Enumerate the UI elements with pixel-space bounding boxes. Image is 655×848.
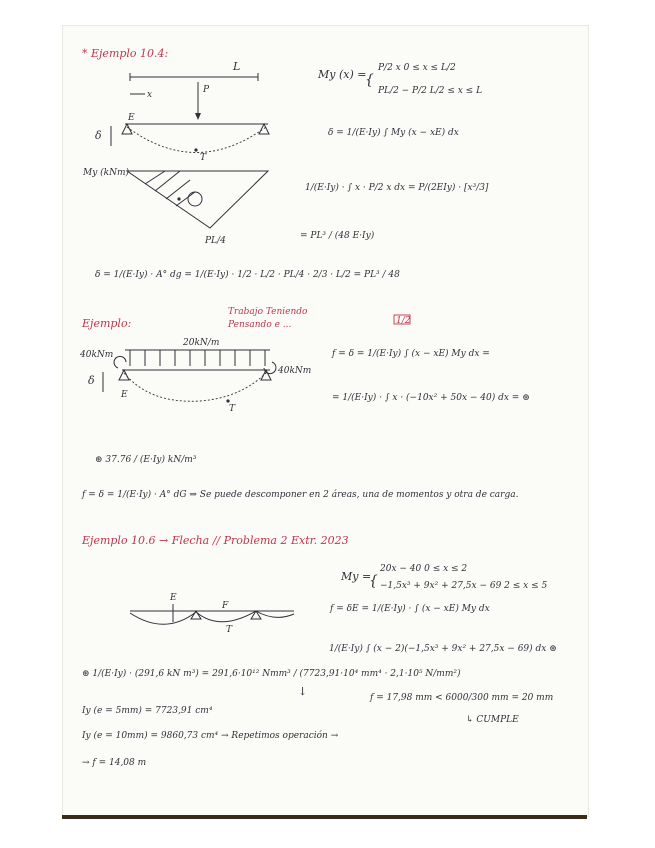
ex2-result: ⊛ 37.76 / (E·Iy) kN/m³ — [95, 455, 197, 465]
ex2-point-E-label: E — [121, 390, 128, 400]
ex3-point-T-label: T — [226, 625, 233, 635]
centroid-dot — [177, 197, 180, 200]
ex1-eq-area-method: δ = 1/(E·Iy) · A° dg = 1/(E·Iy) · 1/2 · L/2 · PL/4 · 2/3 · L/2 = PL³ / 48 — [95, 270, 400, 280]
My-axis-label: My (kNm) — [83, 168, 130, 178]
distributed-load-arrows — [130, 350, 265, 366]
point-load-arrowhead — [195, 113, 201, 120]
ex2-left-support — [119, 370, 129, 380]
ex2-point-T-marker — [226, 399, 229, 402]
ex2-point-T-label: T — [229, 404, 236, 414]
distributed-load-label: 20kN/m — [183, 338, 220, 348]
ex3-result-1: f = 17,98 mm < 6000/300 mm = 20 mm — [370, 693, 554, 703]
point-E-label: E — [128, 113, 135, 123]
point-load-label: P — [203, 85, 210, 95]
ex3-title: Ejemplo 10.6 → Flecha // Problema 2 Extr. 2023 — [82, 534, 349, 547]
ex2-eq-1: f = δ = 1/(E·Iy) ∫ (x − xE) My dx = — [332, 349, 490, 359]
ex2-title: Ejemplo: — [82, 317, 132, 330]
ex3-My-brace: { — [369, 573, 378, 589]
hatch-1 — [145, 171, 165, 184]
ex3-My-definition: My = — [341, 570, 372, 583]
point-T-marker — [194, 148, 197, 151]
ex3-point-F-label: F — [222, 601, 229, 611]
x-axis-label: x — [147, 90, 153, 100]
ex2-delta-symbol: δ — [88, 374, 95, 387]
My-case-2: PL/2 − P/2 L/2 ≤ x ≤ L — [378, 86, 483, 96]
My-definition: My (x) = — [318, 68, 367, 81]
note-line-2: Pensando e ... — [228, 320, 292, 330]
note-line-1: Trabajo Teniendo — [228, 307, 308, 317]
moment-diagram-triangle — [127, 171, 268, 228]
My-brace: { — [365, 72, 374, 88]
ex3-down-arrow: ↓ — [298, 685, 308, 698]
ex2-area-sentence: f = δ = 1/(E·Iy) · A° dG ⇒ Se puede descomponer en 2 áreas, una de momentos y otra de carga. — [82, 490, 519, 500]
moment-max-label: PL/4 — [205, 236, 226, 246]
ex3-cumple: ↳ CUMPLE — [466, 715, 519, 725]
ex2-left-moment-arc — [114, 356, 126, 368]
ex1-title: * Ejemplo 10.4: — [82, 47, 169, 60]
ex3-My-case-2: −1,5x³ + 9x² + 27,5x − 69 2 ≤ x ≤ 5 — [380, 581, 548, 591]
left-support — [122, 124, 132, 134]
hatch-2 — [155, 171, 180, 191]
hatch-3 — [166, 180, 190, 199]
point-T-label: T — [200, 153, 207, 163]
ex3-iy-5mm: Iy (e = 5mm) = 7723,91 cm⁴ — [82, 706, 213, 716]
ex3-iy-10mm: Iy (e = 10mm) = 9860,73 cm⁴ → Repetimos operación → — [82, 731, 339, 741]
right-support — [259, 124, 269, 134]
ex3-eq-1: f = δE = 1/(E·Iy) · ∫ (x − xE) My dx — [330, 604, 490, 614]
ex2-right-moment-arc — [264, 362, 276, 374]
ex1-eq-integral: 1/(E·Iy) · ∫ x · P/2 x dx = P/(2EIy) · [x³/3] — [305, 183, 489, 193]
ex2-eq-2: = 1/(E·Iy) · ∫ x · (−10x² + 50x − 40) dx = ⊛ — [332, 393, 530, 403]
ex1-eq-result: = PL³ / (48 E·Iy) — [300, 231, 375, 241]
note-tag: 1/2 — [396, 316, 411, 326]
ex3-deflected-shape — [130, 611, 294, 624]
My-case-1: P/2 x 0 ≤ x ≤ L/2 — [378, 63, 456, 73]
ex3-My-case-1: 20x − 40 0 ≤ x ≤ 2 — [380, 564, 468, 574]
ex3-support-2 — [251, 611, 261, 619]
ex2-left-moment-label: 40kNm — [80, 350, 114, 360]
centroid-circle — [188, 192, 202, 206]
ex3-eq-3: ⊛ 1/(E·Iy) · (291,6 kN m³) = 291,6·10¹² Nmm³ / (7723,91·10⁴ mm⁴ · 2,1·10⁵ N/mm²) — [82, 669, 461, 679]
span-L-label: L — [233, 60, 241, 73]
delta-symbol: δ — [95, 129, 102, 142]
ex3-point-E-label: E — [170, 593, 177, 603]
ex1-eq-deflection: δ = 1/(E·Iy) ∫ My (x − xE) dx — [328, 128, 459, 138]
ex2-right-moment-label: 40kNm — [278, 366, 312, 376]
ex3-result-2: → f = 14,08 m — [82, 758, 147, 768]
ex2-deflected-shape — [124, 373, 266, 401]
ex2-right-support — [261, 370, 271, 380]
ex3-eq-2: 1/(E·Iy) ∫ (x − 2)(−1,5x³ + 9x² + 27,5x − 69) dx ⊛ — [329, 644, 557, 654]
